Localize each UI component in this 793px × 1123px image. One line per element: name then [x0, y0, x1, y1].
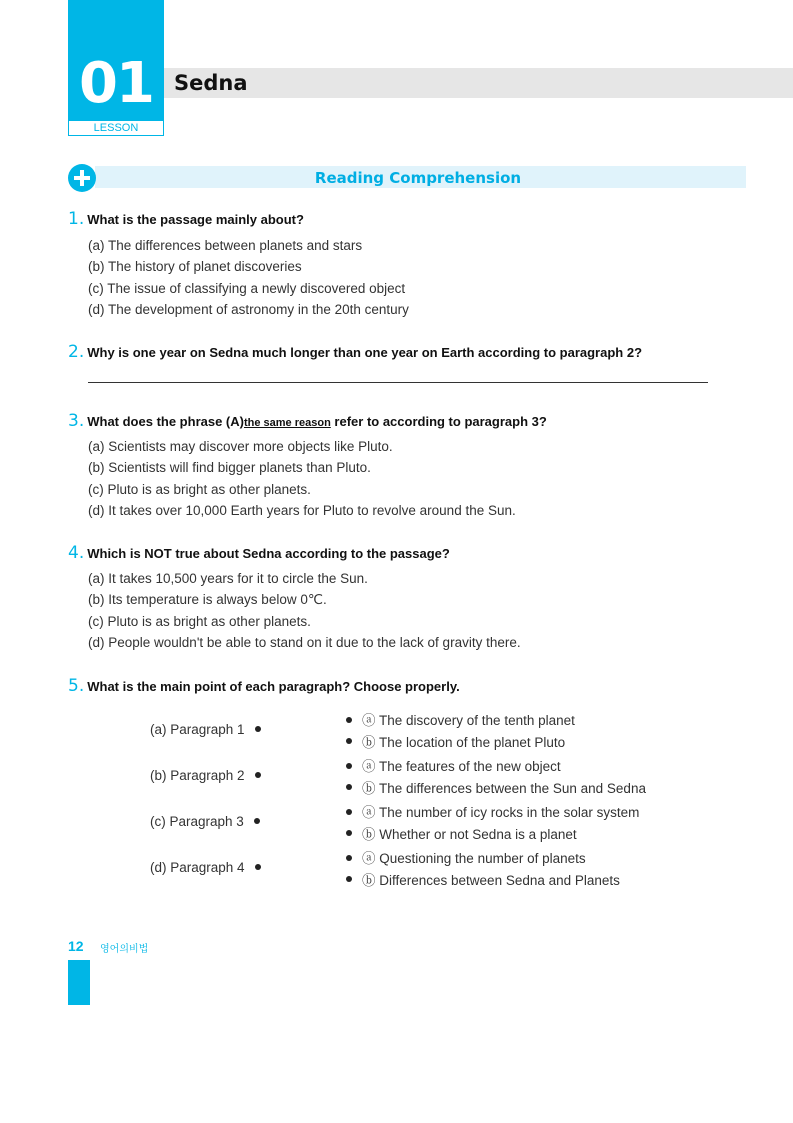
paragraph-label: (d) Paragraph 4 [150, 860, 245, 875]
match-choice[interactable] [346, 732, 575, 754]
lesson-badge [68, 0, 164, 135]
question-2 [68, 342, 642, 362]
choice-text: ⓑ Whether or not Sedna is a planet [362, 826, 577, 842]
bullet-dot-icon[interactable] [255, 726, 261, 732]
choice-text: ⓐ The features of the new object [362, 759, 561, 774]
match-choice[interactable] [346, 870, 620, 892]
paragraph-label: (b) Paragraph 2 [150, 768, 245, 783]
question-1-options [88, 235, 409, 320]
bullet-dot-icon[interactable] [346, 876, 352, 882]
match-choice[interactable] [346, 848, 620, 870]
option[interactable]: (d) It takes over 10,000 Earth years for Pluto to revolve around the Sun. [88, 502, 516, 518]
question-number: 3. [68, 411, 85, 431]
match-choice[interactable] [346, 824, 639, 846]
question-4 [68, 543, 450, 563]
question-text: Why is one year on Sedna much longer than one year on Earth according to paragraph 2? [87, 345, 643, 360]
match-right-group [346, 756, 646, 799]
question-1 [68, 209, 304, 229]
choice-text: ⓑ The differences between the Sun and Sedna [362, 780, 646, 796]
option[interactable]: (b) Its temperature is always below 0℃. [88, 592, 327, 608]
option[interactable]: (d) The development of astronomy in the 20th century [88, 301, 409, 317]
match-choice[interactable] [346, 710, 575, 732]
underlined-phrase: the same reason [243, 417, 331, 429]
match-choice[interactable] [346, 802, 639, 824]
option[interactable]: (b) The history of planet discoveries [88, 259, 302, 275]
match-right-group [346, 802, 639, 845]
option[interactable]: (a) Scientists may discover more objects like Pluto. [88, 439, 393, 454]
title-bar [164, 68, 793, 98]
lesson-number: 01 [79, 51, 153, 116]
lesson-label: LESSON [68, 120, 164, 136]
bullet-dot-icon[interactable] [346, 809, 352, 815]
answer-line[interactable] [88, 382, 708, 383]
bullet-dot-icon[interactable] [346, 830, 352, 836]
bullet-dot-icon[interactable] [346, 717, 352, 723]
match-right-group [346, 710, 575, 753]
choice-text: ⓐ The number of icy rocks in the solar system [362, 805, 640, 820]
option[interactable]: (c) Pluto is as bright as other planets. [88, 481, 311, 497]
bullet-dot-icon[interactable] [255, 864, 261, 870]
question-number: 5. [68, 676, 85, 696]
question-3 [68, 411, 547, 431]
match-left-item[interactable] [150, 768, 261, 783]
page-title: Sedna [174, 71, 248, 95]
bullet-dot-icon[interactable] [346, 855, 352, 861]
question-number: 4. [68, 543, 85, 563]
section-title: Reading Comprehension [314, 169, 522, 187]
question-number: 2. [68, 342, 85, 362]
question-text: What is the passage mainly about? [87, 212, 304, 227]
match-left-item[interactable] [150, 860, 261, 875]
choice-text: ⓐ Questioning the number of planets [362, 851, 586, 866]
question-text: Which is NOT true about Sedna according to the passage? [87, 546, 450, 561]
book-title: 영어의비법 [100, 944, 149, 955]
bullet-dot-icon[interactable] [346, 784, 352, 790]
page-number: 12 [68, 938, 84, 954]
page-tab-marker [68, 960, 90, 1005]
question-number: 1. [68, 209, 85, 229]
question-5 [68, 676, 460, 696]
option[interactable]: (c) The issue of classifying a newly discovered object [88, 280, 406, 296]
paragraph-label: (c) Paragraph 3 [150, 814, 244, 829]
paragraph-label: (a) Paragraph 1 [150, 722, 245, 737]
bullet-dot-icon[interactable] [254, 818, 260, 824]
question-text-start: What does the phrase (A) [87, 414, 244, 429]
match-right-group [346, 848, 620, 891]
plus-circle-icon [68, 164, 96, 192]
option[interactable]: (d) People wouldn't be able to stand on it due to the lack of gravity there. [88, 634, 521, 650]
option[interactable]: (c) Pluto is as bright as other planets. [88, 613, 311, 629]
choice-text: ⓐ The discovery of the tenth planet [362, 713, 575, 728]
match-choice[interactable] [346, 756, 646, 778]
bullet-dot-icon[interactable] [255, 772, 261, 778]
choice-text: ⓑ Differences between Sedna and Planets [362, 872, 620, 888]
lesson-number-block [68, 0, 164, 120]
bullet-dot-icon[interactable] [346, 763, 352, 769]
question-text-end: refer to according to paragraph 3? [330, 414, 547, 429]
match-left-item[interactable] [150, 814, 260, 829]
question-3-options [88, 436, 516, 521]
question-text: What is the main point of each paragraph? Choose properly. [87, 679, 460, 694]
match-choice[interactable] [346, 778, 646, 800]
option[interactable]: (a) The differences between planets and stars [88, 238, 363, 253]
bullet-dot-icon[interactable] [346, 738, 352, 744]
option[interactable]: (b) Scientists will find bigger planets than Pluto. [88, 460, 371, 476]
match-left-item[interactable] [150, 722, 261, 737]
question-4-options [88, 568, 521, 653]
option[interactable]: (a) It takes 10,500 years for it to circle the Sun. [88, 571, 368, 586]
choice-text: ⓑ The location of the planet Pluto [362, 734, 566, 750]
